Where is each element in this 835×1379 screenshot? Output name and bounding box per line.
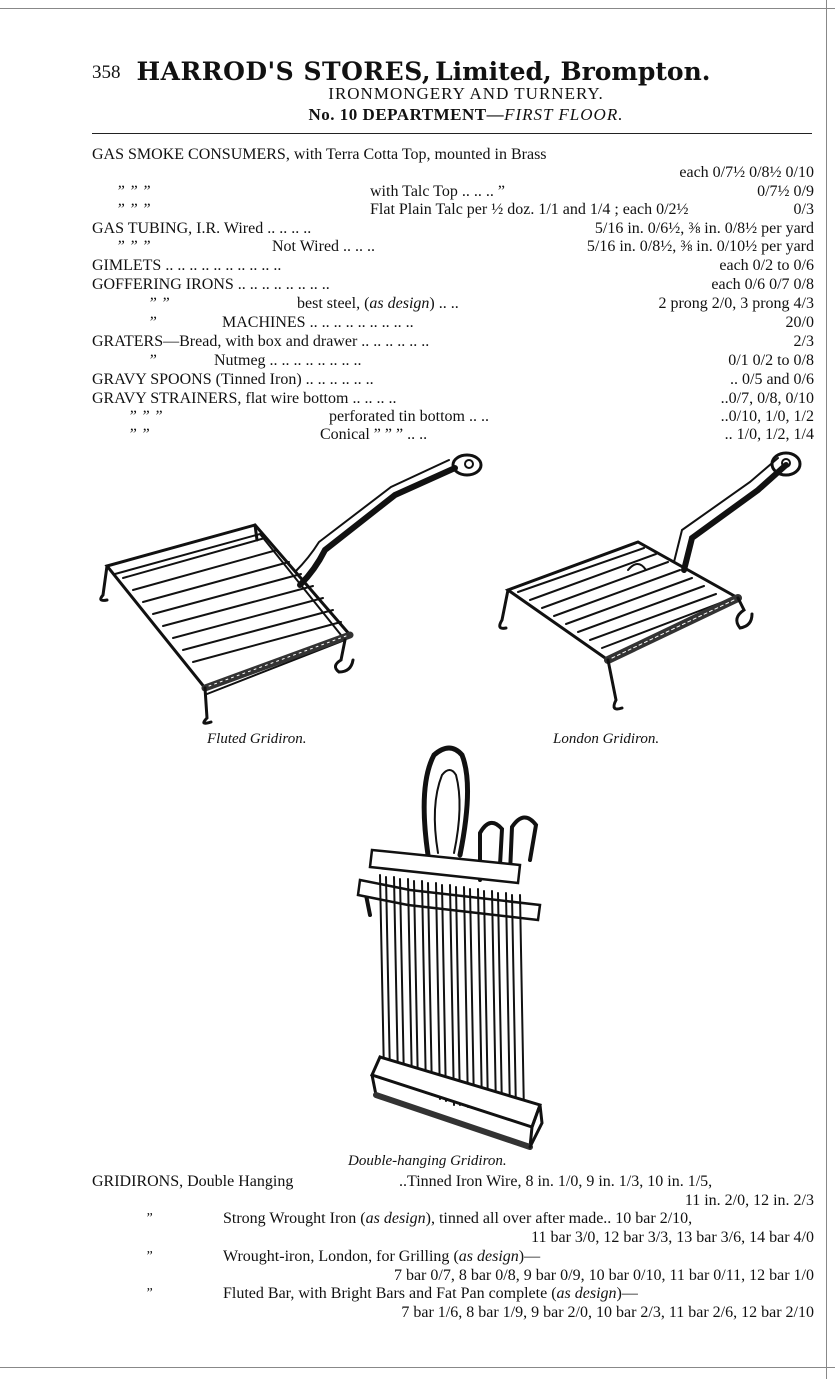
ditto-marks: ” ” ” bbox=[116, 183, 151, 200]
item-description: with Talc Top .. .. .. ” bbox=[370, 183, 505, 200]
item-price: 5/16 in. 0/8½, ⅜ in. 0/10½ per yard bbox=[586, 238, 814, 255]
page-number: 358 bbox=[92, 62, 121, 83]
gridirons-price-tinned: ..Tinned Iron Wire, 8 in. 1/0, 9 in. 1/3, 10 in. 1/5, bbox=[399, 1173, 713, 1190]
gridirons-london: Wrought-iron, London, for Grilling (as design)— bbox=[223, 1248, 541, 1265]
figure-caption-double: Double-hanging Gridiron. bbox=[348, 1153, 507, 1169]
item-description: best steel, (as design) .. .. bbox=[297, 295, 459, 312]
page-edge-top bbox=[0, 8, 835, 9]
gridirons-price-tinned-cont: 11 in. 2/0, 12 in. 2/3 bbox=[684, 1192, 814, 1209]
fluted-gridiron-illustration bbox=[95, 450, 490, 730]
list-item bbox=[92, 237, 814, 257]
item-description: GRAVY STRAINERS, flat wire bottom .. .. .. .. bbox=[92, 390, 397, 407]
ditto-marks: ” ” ” bbox=[116, 201, 151, 218]
store-name: HARROD'S STORES, bbox=[136, 57, 432, 86]
item-price: 20/0 bbox=[785, 314, 814, 331]
figure-caption-fluted: Fluted Gridiron. bbox=[207, 731, 307, 747]
item-price: 2 prong 2/0, 3 prong 4/3 bbox=[658, 295, 814, 312]
item-price: 0/7½ 0/9 bbox=[757, 183, 814, 200]
item-price: 0/1 0/2 to 0/8 bbox=[728, 352, 814, 369]
item-description: Conical ” ” ” .. .. bbox=[320, 426, 428, 443]
list-item bbox=[92, 294, 814, 314]
list-item bbox=[92, 163, 814, 183]
item-price: .. 0/5 and 0/6 bbox=[730, 371, 814, 388]
list-item bbox=[92, 407, 814, 427]
item-description: GOFFERING IRONS .. .. .. .. .. .. .. .. bbox=[92, 276, 330, 293]
list-item bbox=[92, 256, 814, 276]
item-price: ..0/7, 0/8, 0/10 bbox=[720, 390, 814, 407]
list-item bbox=[92, 219, 814, 239]
list-item bbox=[92, 275, 814, 295]
list-item bbox=[92, 313, 814, 333]
item-price: 2/3 bbox=[793, 333, 814, 350]
item-price: ..0/10, 1/0, 1/2 bbox=[720, 408, 814, 425]
ditto-marks: ” bbox=[148, 352, 157, 369]
list-item bbox=[92, 332, 814, 352]
department-floor: FIRST FLOOR. bbox=[504, 105, 624, 124]
item-description: GIMLETS .. .. .. .. .. .. .. .. .. .. bbox=[92, 257, 282, 274]
department-subtitle: IRONMONGERY AND TURNERY. bbox=[328, 84, 604, 103]
gridirons-fluted: Fluted Bar, with Bright Bars and Fat Pan complete (as design)— bbox=[223, 1285, 638, 1302]
item-price: each 0/2 to 0/6 bbox=[719, 257, 814, 274]
running-header bbox=[92, 57, 802, 86]
double-hanging-gridiron-illustration bbox=[350, 745, 560, 1155]
list-item bbox=[92, 145, 814, 165]
item-description: GRATERS—Bread, with box and drawer .. .. .. .. .. .. bbox=[92, 333, 430, 350]
gridirons-strong-wrought: Strong Wrought Iron (as design), tinned all over after made.. 10 bar 2/10, bbox=[223, 1210, 693, 1227]
item-description: GAS SMOKE CONSUMERS, with Terra Cotta Top, mounted in Brass bbox=[92, 146, 547, 163]
item-description: Flat Plain Talc per ½ doz. 1/1 and 1/4 ; each 0/2½ bbox=[370, 201, 689, 218]
item-price: 0/3 bbox=[793, 201, 814, 218]
ditto-marks: ” bbox=[145, 1211, 153, 1226]
list-item bbox=[92, 182, 814, 202]
list-item bbox=[92, 425, 814, 445]
item-description: perforated tin bottom .. .. bbox=[329, 408, 489, 425]
item-description: Not Wired .. .. .. bbox=[272, 238, 376, 255]
ditto-marks: ” ” ” bbox=[128, 408, 163, 425]
list-item bbox=[92, 351, 814, 371]
item-price: each 0/7½ 0/8½ 0/10 bbox=[679, 164, 814, 181]
ditto-marks: ” bbox=[148, 314, 157, 331]
gridirons-strong-wrought-prices: 11 bar 3/0, 12 bar 3/3, 13 bar 3/6, 14 bar 4/0 bbox=[531, 1229, 814, 1246]
list-item bbox=[92, 370, 814, 390]
gridirons-heading: GRIDIRONS, Double Hanging bbox=[92, 1173, 294, 1190]
ditto-marks: ” ” bbox=[128, 426, 150, 443]
item-description: GAS TUBING, I.R. Wired .. .. .. .. bbox=[92, 220, 312, 237]
item-description: MACHINES .. .. .. .. .. .. .. .. .. bbox=[222, 314, 414, 331]
gridirons-london-prices: 7 bar 0/7, 8 bar 0/8, 9 bar 0/9, 10 bar 0/10, 11 bar 0/11, 12 bar 1/0 bbox=[393, 1267, 814, 1284]
list-item bbox=[92, 200, 814, 220]
department-heading bbox=[92, 105, 802, 125]
ditto-marks: ” ” bbox=[148, 295, 170, 312]
london-gridiron-illustration bbox=[488, 450, 808, 720]
ditto-marks: ” bbox=[145, 1249, 153, 1264]
item-description: GRAVY SPOONS (Tinned Iron) .. .. .. .. .. .. bbox=[92, 371, 374, 388]
department-number: No. 10 DEPARTMENT— bbox=[308, 105, 505, 124]
gridirons-fluted-prices: 7 bar 1/6, 8 bar 1/9, 9 bar 2/0, 10 bar 2/3, 11 bar 2/6, 12 bar 2/10 bbox=[401, 1304, 814, 1321]
item-description: Nutmeg .. .. .. .. .. .. .. .. bbox=[214, 352, 362, 369]
item-price: each 0/6 0/7 0/8 bbox=[711, 276, 814, 293]
item-price: .. 1/0, 1/2, 1/4 bbox=[724, 426, 814, 443]
ditto-marks: ” ” ” bbox=[116, 238, 151, 255]
list-item bbox=[92, 389, 814, 409]
page-edge-bottom bbox=[0, 1367, 835, 1368]
ditto-marks: ” bbox=[145, 1286, 153, 1301]
page-edge-right bbox=[826, 0, 827, 1379]
item-price: 5/16 in. 0/6½, ⅜ in. 0/8½ per yard bbox=[594, 220, 814, 237]
store-suffix: Limited, Brompton. bbox=[435, 57, 711, 86]
figure-caption-london: London Gridiron. bbox=[553, 731, 660, 747]
header-rule bbox=[92, 133, 812, 134]
